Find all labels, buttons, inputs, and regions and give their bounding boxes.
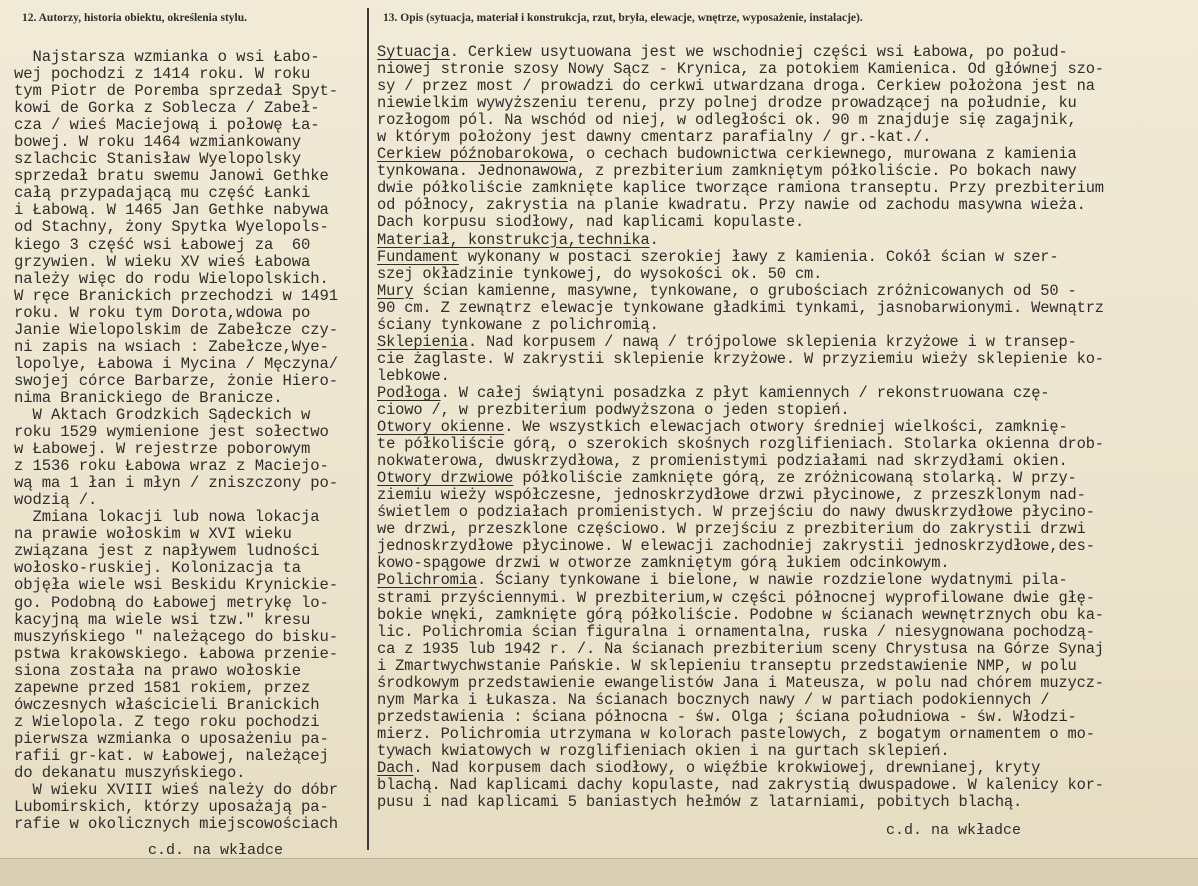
text-line xyxy=(377,112,1193,129)
line-text: Dach korpusu siodłowy, nad kaplicami kopulaste. xyxy=(377,213,805,232)
line-text: cie żaglaste. W zakrystii sklepienie krzyżowe. W przyziemiu wieży sklepienie ko- xyxy=(377,349,1104,368)
line-text: rozłogom pól. Na wschód od niej, w odległości ok. 90 m znajduje się zagajnik, xyxy=(377,111,1077,130)
text-line: W Aktach Grodzkich Sądeckich w xyxy=(14,405,311,424)
text-line xyxy=(377,385,1193,402)
line-text: mierz. Polichromia utrzymana w kolorach pastelowych, z bogatym ornamentem o mo- xyxy=(377,724,1095,743)
text-line xyxy=(377,521,1193,538)
text-line xyxy=(377,590,1193,607)
text-line xyxy=(377,658,1193,675)
line-text: w którym położony jest dawny cmentarz parafialny / gr.-kat./. xyxy=(377,128,932,147)
text-line: z Wielopola. Z tego roku pochodzi xyxy=(14,712,320,731)
text-line xyxy=(377,572,1193,589)
text-line: cza / wieś Maciejową i połowę Ła- xyxy=(14,116,320,135)
text-line xyxy=(377,692,1193,709)
text-line: sprzedał bratu swemu Janowi Gethke xyxy=(14,167,329,186)
line-text: , o cechach budownictwa cerkiewnego, murowana z kamienia xyxy=(567,145,1077,164)
line-text: wykonany w postaci szerokiej ławy z kamienia. Cokół ścian w szer- xyxy=(458,247,1059,266)
text-line xyxy=(377,675,1193,692)
text-line xyxy=(377,777,1193,794)
line-text: tynkowana. Jednonawowa, z prezbiterium zamkniętym półkoliście. Po bokach nawy xyxy=(377,162,1077,181)
line-text: strami przyściennymi. W prezbiterium,w części północnej wyprofilowane dwie głę- xyxy=(377,588,1095,607)
text-line: w Łabowej. W rejestrze poborowym xyxy=(14,440,311,459)
text-line: wej pochodzi z 1414 roku. W roku xyxy=(14,65,311,84)
text-line xyxy=(377,266,1193,283)
text-line xyxy=(377,300,1193,317)
text-line: siona została na prawo wołoskie xyxy=(14,661,301,680)
text-line xyxy=(377,146,1193,163)
text-line: lopolye, Łabowa i Mycina / Męczyna/ xyxy=(14,354,339,373)
text-line: kacyjną ma wiele wsi tzw." kresu xyxy=(14,610,311,629)
history-text-column xyxy=(14,49,366,833)
line-text: przedstawienia : ściana północna - św. Olga ; ściana południowa - św. Włodzi- xyxy=(377,707,1077,726)
text-line xyxy=(377,232,1193,249)
line-text: 90 cm. Z zewnątrz elewacje tynkowane gładkimi tynkami, jasnobarwionymi. Wewnątrz xyxy=(377,298,1104,317)
line-text: . xyxy=(649,230,659,249)
line-text: niowej stronie szosy Nowy Sącz - Krynica, za potokiem Kamienica. Od głównej szo- xyxy=(377,60,1104,79)
text-line: szlachcic Stanisław Wyelopolsky xyxy=(14,150,301,169)
text-line xyxy=(377,641,1193,658)
text-line xyxy=(377,317,1193,334)
line-text: blachą. Nad kaplicami dachy kopulaste, nad zakrystią dwuspadowe. W kalenicy kor- xyxy=(377,776,1104,795)
text-line: bowej. W roku 1464 wzmiankowany xyxy=(14,133,301,152)
text-line: rafie w okolicznych miejscowościach xyxy=(14,815,339,834)
continued-note-right: c.d. na wkładce xyxy=(886,822,1022,839)
text-line: na prawie wołoskim w XVI wieku xyxy=(14,525,292,544)
text-line: wą ma 1 łan i młyn / zniszczony po- xyxy=(14,474,339,493)
line-text: i Zmartwychwstanie Pańskie. W sklepieniu transeptu przedstawienie NMP, w polu xyxy=(377,656,1077,675)
text-line xyxy=(377,197,1193,214)
text-line xyxy=(377,470,1193,487)
text-line: od Stachny, żony Spytka Wyelopols- xyxy=(14,218,329,237)
text-line: całą przypadającą mu część Łanki xyxy=(14,184,311,203)
text-line xyxy=(377,743,1193,760)
text-line: z 1536 roku Łabowa wraz z Maciejo- xyxy=(14,457,329,476)
text-line xyxy=(377,44,1193,61)
text-line xyxy=(377,214,1193,231)
line-text: kowo-spągowe drzwi w otworze zamkniętym górą łukiem odcinkowym. xyxy=(377,554,950,573)
text-line xyxy=(377,607,1193,624)
text-line: kowi de Gorka z Soblecza / Zabeł- xyxy=(14,99,320,118)
text-line xyxy=(377,504,1193,521)
line-text: we drzwi, przeszklone częściowo. W przejściu z prezbiterium do zakrystii drzwi xyxy=(377,520,1086,539)
text-line xyxy=(377,249,1193,266)
line-text: lic. Polichromia ścian figuralna i ornamentalna, ruska / niesygnowana pochodzą- xyxy=(377,622,1095,641)
column-divider xyxy=(367,8,369,850)
text-line: związana jest z napływem ludności xyxy=(14,542,320,561)
section-heading: Dach xyxy=(377,758,414,777)
text-line: Janie Wielopolskim de Zabełcze czy- xyxy=(14,320,339,339)
text-line xyxy=(377,538,1193,555)
section-heading: Polichromia xyxy=(377,571,477,590)
line-text: półkoliście zamknięte górą, ze zróżnicowaną stolarką. W przy- xyxy=(513,469,1077,488)
line-text: ściany tynkowane z polichromią. xyxy=(377,315,659,334)
section-heading: Podłoga xyxy=(377,383,441,402)
line-text: . Nad korpusem dach siodłowy, o więźbie krokwiowej, drewnianej, kryty xyxy=(413,758,1041,777)
left-column-header: 12. Autorzy, historia obiektu, określenia stylu. xyxy=(22,12,248,24)
section-heading: Otwory drzwiowe xyxy=(377,469,514,488)
text-line xyxy=(377,709,1193,726)
text-line: swojej córce Barbarze, żonie Hiero- xyxy=(14,371,339,390)
text-line: zapewne przed 1581 rokiem, przez xyxy=(14,678,311,697)
line-text: ścian kamienne, masywne, tynkowane, o grubościach zróżnicowanych od 50 - xyxy=(413,281,1077,300)
section-heading: Materiał, konstrukcja,technika xyxy=(377,230,650,249)
text-line xyxy=(377,555,1193,572)
text-line: muszyńskiego " należącego do bisku- xyxy=(14,627,339,646)
line-text: . Nad korpusem / nawą / trójpolowe sklepienia krzyżowe i w transep- xyxy=(467,332,1077,351)
line-text: . W całej świątyni posadzka z płyt kamiennych / rekonstruowana czę- xyxy=(440,383,1050,402)
line-text: świetlem o podziałach promienistych. W przejściu do nawy dwuskrzydłowe płycino- xyxy=(377,503,1095,522)
text-line xyxy=(377,726,1193,743)
line-text: dwie półkoliście zamknięte kaplice tworzące ramiona transeptu. Przy prezbiterium xyxy=(377,179,1104,198)
text-line: Najstarsza wzmianka o wsi Łabo- xyxy=(14,48,320,66)
text-line xyxy=(377,436,1193,453)
text-line: go. Podobną do Łabowej metrykę lo- xyxy=(14,593,329,612)
description-text-column xyxy=(377,44,1193,811)
line-text: ziemiu wieży współczesne, jednoskrzydłowe drzwi płycinowe, z przeszklonym nad- xyxy=(377,486,1086,505)
line-text: nokwaterowa, dwuskrzydłowa, z promienistymi podziałami nad skrzydłami okien. xyxy=(377,452,1068,471)
line-text: . Ściany tynkowane i bielone, w nawie rozdzielone wydatnymi pila- xyxy=(476,571,1068,590)
text-line xyxy=(377,351,1193,368)
text-line: pierwsza wzmianka o uposażeniu pa- xyxy=(14,729,329,748)
text-line xyxy=(377,95,1193,112)
text-line xyxy=(377,78,1193,95)
text-line xyxy=(377,61,1193,78)
text-line xyxy=(377,794,1193,811)
text-line xyxy=(377,163,1193,180)
text-line: grzywien. W wieku XV wieś Łabowa xyxy=(14,252,311,271)
line-text: lebkowe. xyxy=(377,366,450,385)
line-text: środkowym przedstawienie ewangelistów Jana i Mateusza, w polu nad chórem muzycz- xyxy=(377,673,1104,692)
text-line xyxy=(377,129,1193,146)
text-line xyxy=(377,624,1193,641)
line-text: tywach kwiatowych w rozglifieniach okien i na gurtach sklepień. xyxy=(377,741,950,760)
text-line xyxy=(377,368,1193,385)
line-text: te półkoliście górą, o szerokich skośnych rozglifieniach. Stolarka okienna drob- xyxy=(377,435,1104,454)
text-line: Lubomirskich, którzy uposażają pa- xyxy=(14,798,329,817)
line-text: od północy, zakrystia na planie kwadratu. Przy nawie od zachodu masywna wieża. xyxy=(377,196,1086,215)
text-line xyxy=(377,334,1193,351)
text-line: W wieku XVIII wieś należy do dóbr xyxy=(14,781,339,800)
text-line: roku. W roku tym Dorota,wdowa po xyxy=(14,303,311,322)
section-heading: Cerkiew późnobarokowa xyxy=(377,145,568,164)
text-line xyxy=(377,487,1193,504)
text-line: ówczesnych właścicieli Branickich xyxy=(14,695,320,714)
line-text: bokie wnęki, zamknięte górą półkoliście. Podobne w ścianach wewnętrznych obu ka- xyxy=(377,605,1104,624)
text-line: wołosko-ruskiej. Kolonizacja ta xyxy=(14,559,301,578)
text-line xyxy=(377,180,1193,197)
text-line: wodzią /. xyxy=(14,491,98,510)
section-heading: Fundament xyxy=(377,247,459,266)
text-line: i Łabową. W 1465 Jan Gethke nabywa xyxy=(14,201,329,220)
line-text: . Cerkiew usytuowana jest we wschodniej części wsi Łabowa, po połud- xyxy=(449,43,1068,61)
line-text: ciowo /, w prezbiterium podwyższona o jeden stopień. xyxy=(377,400,850,419)
line-text: . We wszystkich elewacjach otwory średniej wielkości, zamknię- xyxy=(504,418,1068,437)
text-line: pstwa krakowskiego. Łabowa przenie- xyxy=(14,644,339,663)
line-text: jednoskrzydłowe płycinowe. W elewacji zachodniej zakrystii jednoskrzydłowe,des- xyxy=(377,537,1095,556)
torn-page-edge xyxy=(0,858,1198,886)
text-line: kiego 3 część wsi Łabowej za 60 xyxy=(14,235,311,254)
text-line: ni zapis na wsiach : Zabełcze,Wye- xyxy=(14,337,329,356)
text-line xyxy=(377,283,1193,300)
text-line: roku 1529 wymienione jest sołectwo xyxy=(14,423,329,442)
text-line xyxy=(377,760,1193,777)
line-text: niewielkim wywyższeniu terenu, przy polnej drodze prowadzącej na południe, ku xyxy=(377,94,1077,113)
section-heading: Mury xyxy=(377,281,414,300)
line-text: nym Marka i Łukasza. Na ścianach bocznych nawy / w partiach podokiennych / xyxy=(377,690,1050,709)
text-line xyxy=(377,402,1193,419)
text-line: nima Branickiego de Branicze. xyxy=(14,388,283,407)
line-text: szej okładzinie tynkowej, do wysokości ok. 50 cm. xyxy=(377,264,823,283)
text-line: tym Piotr de Poremba sprzedał Spyt- xyxy=(14,82,339,101)
text-line: objęła wiele wsi Beskidu Krynickie- xyxy=(14,576,339,595)
text-line xyxy=(377,453,1193,470)
section-heading: Sytuacja xyxy=(377,43,450,61)
text-line: rafii gr-kat. w Łabowej, należącej xyxy=(14,746,329,765)
text-line: W ręce Branickich przechodzi w 1491 xyxy=(14,286,339,305)
line-text: pusu i nad kaplicami 5 baniastych hełmów z latarniami, pobitych blachą. xyxy=(377,793,1023,812)
line-text: sy / przez most / prowadzi do cerkwi utwardzana droga. Cerkiew położona jest na xyxy=(377,77,1095,96)
text-line: do dekanatu muszyńskiego. xyxy=(14,763,246,782)
line-text: ca z 1935 lub 1942 r. /. Na ścianach prezbiterium sceny Chrystusa na Górze Synaj xyxy=(377,639,1104,658)
continued-note-left: c.d. na wkładce xyxy=(148,842,284,859)
section-heading: Otwory okienne xyxy=(377,418,505,437)
section-heading: Sklepienia xyxy=(377,332,468,351)
text-line: należy więc do rodu Wielopolskich. xyxy=(14,269,329,288)
right-column-header: 13. Opis (sytuacja, materiał i konstrukcja, rzut, bryła, elewacje, wnętrze, wyposażenie, instalacje). xyxy=(383,12,863,24)
text-line xyxy=(377,419,1193,436)
text-line: Zmiana lokacji lub nowa lokacja xyxy=(14,508,320,527)
